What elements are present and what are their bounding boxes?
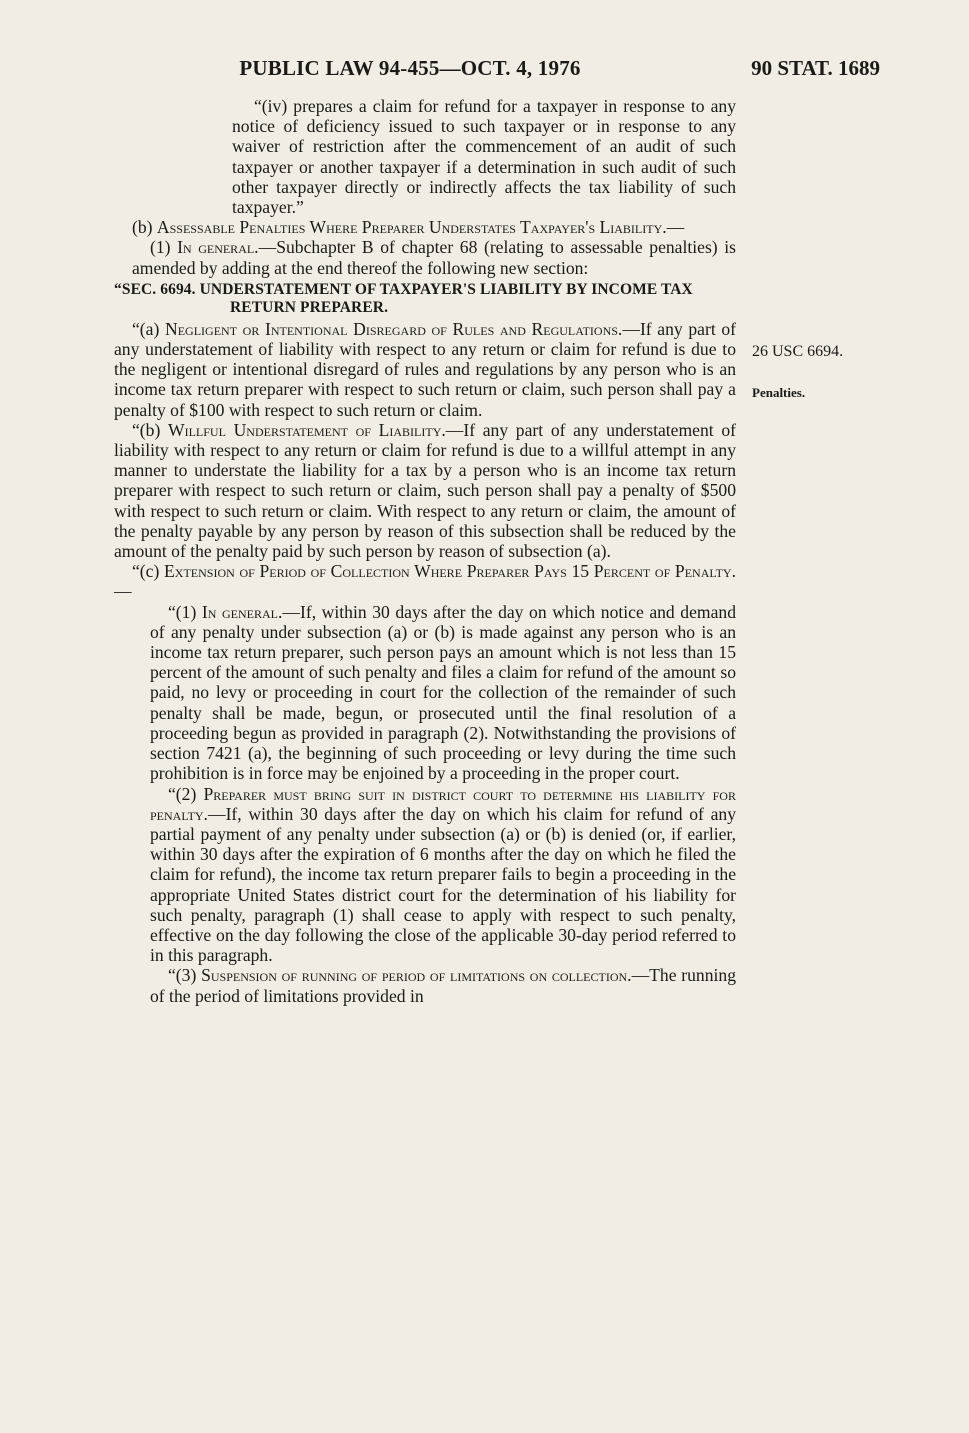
margin-note-usc: 26 USC 6694. [752, 343, 844, 360]
paragraph-c2-heading: Preparer must bring suit in district court to determine his liability for penalty. [150, 783, 736, 824]
paragraph-b1-label: (1) [150, 237, 178, 258]
subsection-a [114, 319, 736, 420]
subsection-c-dash: — [114, 581, 132, 602]
subsection-c-label: “(c) [132, 561, 165, 582]
subsection-b-label: “(b) [132, 419, 168, 440]
paragraph-c3-label: “(3) [168, 965, 202, 986]
paragraph-iv: “(iv) prepares a claim for refund for a taxpayer in response to any notice of deficiency issued to such taxpayer or in response to any waiver of restriction after the commencement of an audit of such taxpayer or another taxpayer if a determination in such audit of such other taxpayer directly or indirectly affects the tax liability of such taxpayer.” [232, 96, 736, 218]
subsection-c [114, 561, 736, 601]
paragraph-b [114, 217, 736, 237]
subsection-a-label: “(a) [132, 318, 165, 339]
paragraph-c3-heading: Suspension of running of period of limitations on collection. [201, 965, 632, 986]
paragraph-c3 [114, 965, 736, 1005]
body-text [114, 96, 736, 1006]
paragraph-b1-text: —Subchapter B of chapter 68 (relating to assessable penalties) is amended by adding at the end thereof the following new section: [132, 237, 736, 278]
paragraph-c1-label: “(1) [168, 601, 202, 622]
subsection-a-text: —If any part of any understatement of liability with respect to any return or claim for refund is due to the negligent or intentional disregard of rules and regulations by any person who is an income tax return preparer with respect to such return or claim, such person shall pay a penalty of $100 with respect to such return or claim. [114, 318, 737, 420]
margin-note-penalties: Penalties. [752, 385, 806, 400]
page-header-title: PUBLIC LAW 94-455—OCT. 4, 1976 [239, 56, 581, 80]
paragraph-c1 [114, 602, 736, 784]
page-header-stat: 90 STAT. 1689 [751, 56, 880, 80]
subsection-b [114, 420, 736, 561]
paragraph-b-heading: Assessable Penalties Where Preparer Understates Taxpayer's Liability. [156, 217, 667, 238]
paragraph-b-label: (b) [132, 217, 157, 238]
subsection-b-heading: Willful Understatement of Liability. [167, 419, 446, 440]
paragraph-c1-heading: In general. [201, 601, 283, 622]
paragraph-b-dash: — [666, 217, 685, 238]
subsection-a-heading: Negligent or Intentional Disregard of Rules and Regulations. [165, 318, 623, 339]
paragraph-c3-text: —The running of the period of limitations provided in [150, 965, 736, 1006]
paragraph-c2 [114, 784, 736, 966]
paragraph-b1-heading: In general. [177, 237, 259, 258]
paragraph-c2-text: —If, within 30 days after the day on which his claim for refund of any partial payment of any penalty under subsection (a) or (b) is denied (or, if earlier, within 30 days after the expiration of 6 months after the day on which he filed the claim for refund), the income tax return preparer fails to begin a proceeding in the appropriate United States district court for the determination of his liability for such penalty, paragraph (1) shall cease to apply with respect to such penalty, effective on the day following the close of the applicable 30-day period referred to in this paragraph. [150, 803, 736, 966]
paragraph-b1 [114, 237, 736, 277]
paragraph-c1-text: —If, within 30 days after the day on which notice and demand of any penalty under subsection (a) or (b) is made against any person who is an income tax return preparer, such person pays an amount which is not less than 15 percent of the amount of such penalty and files a claim for refund of the amount so paid, no levy or proceeding in court for the collection of the remainder of such penalty shall be made, begun, or prosecuted until the final resolution of a proceeding begun as provided in paragraph (2). Notwithstanding the provisions of section 7421 (a), the beginning of such proceeding or levy during the time such prohibition is in force may be enjoined by a proceeding in the proper court. [150, 601, 736, 784]
subsection-b-text: —If any part of any understatement of liability with respect to any return or claim for refund is due to a willful attempt in any manner to understate the liability for a tax by a person who is an income tax return preparer with respect to such return or claim, such person shall pay a penalty of $500 with respect to such return or claim. With respect to any return or claim, the amount of the penalty payable by any person by reason of this subsection shall be reduced by the amount of the penalty paid by such person by reason of subsection (a). [114, 419, 736, 562]
paragraph-c2-label: “(2) [168, 783, 204, 804]
subsection-c-heading: Extension of Period of Collection Where Preparer Pays 15 Percent of Penalty. [164, 561, 736, 582]
section-heading: “SEC. 6694. UNDERSTATEMENT OF TAXPAYER'S LIABILITY BY INCOME TAX RETURN PREPARER. [114, 280, 693, 316]
